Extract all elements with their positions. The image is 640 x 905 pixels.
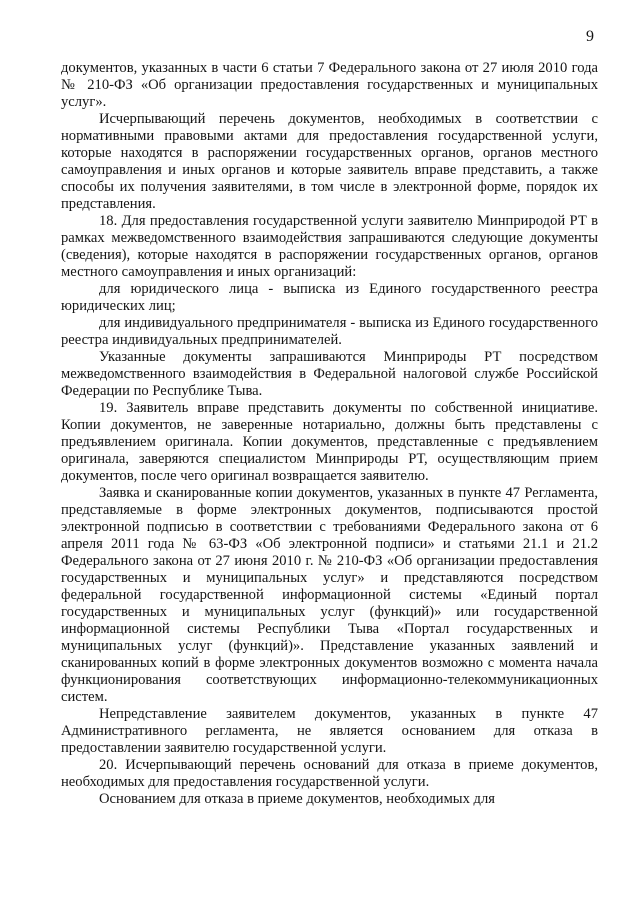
paragraph-continuation: документов, указанных в части 6 статьи 7 Федерального закона от 27 июля 2010 года № 210-ФЗ «Об организации предоставления государственных и муниципальных услуг». [61, 60, 598, 110]
paragraph-legal-entity: для юридического лица - выписка из Единого государственного реестра юридических лиц; [61, 281, 598, 314]
page-number: 9 [586, 28, 594, 45]
paragraph-individual-entrepreneur: для индивидуального предпринимателя - выписка из Единого государственного реестра индивидуальных предпринимателей. [61, 315, 598, 348]
paragraph-clause-20: 20. Исчерпывающий перечень оснований для отказа в приеме документов, необходимых для предоставления государственной услуги. [61, 757, 598, 790]
paragraph-documents-list-intro: Исчерпывающий перечень документов, необходимых в соответствии с нормативными правовыми актами для предоставления государственной услуги, которые находятся в распоряжении государственных органов, органов местного самоуправления и иных органов и которые заявитель вправе представить, а также способы их получения заявителями, в том числе в электронной форме, порядок их представления. [61, 111, 598, 212]
paragraph-refusal-grounds: Основанием для отказа в приеме документов, необходимых для [99, 791, 495, 807]
document-body [61, 60, 598, 808]
paragraph-non-submission: Непредставление заявителем документов, указанных в пункте 47 Административного регламента, не является основанием для отказа в предоставлении заявителю государственной услуги. [61, 706, 598, 756]
paragraph-clause-18: 18. Для предоставления государственной услуги заявителю Минприродой РТ в рамках межведомственного взаимодействия запрашиваются следующие документы (сведения), которые находятся в распоряжении государственных органов, органов местного самоуправления и иных организаций: [61, 213, 598, 280]
paragraph-electronic-documents: Заявка и сканированные копии документов, указанных в пункте 47 Регламента, представляемые в форме электронных документов, подписываются простой электронной подписью в соответствии с требованиями Федерального закона от 6 апреля 2011 года № 63-ФЗ «Об электронной подписи» и статьями 21.1 и 21.2 Федерального закона от 27 июня 2010 г. № 210-ФЗ «Об организации предоставления государственных и муниципальных услуг» и представляются посредством федеральной государственной информационной системы «Единый портал государственных и муниципальных услуг (функций)» или государственной информационной системы Республики Тыва «Портал государственных и муниципальных услуг (функций)». Представление указанных заявлений и сканированных копий в форме электронных документов возможно с момента начала функционирования соответствующих информационно-телекоммуникационных систем. [61, 485, 598, 705]
paragraph-clause-19: 19. Заявитель вправе представить документы по собственной инициативе. Копии документов, не заверенные нотариально, должны быть представлены с предъявлением оригинала. Копии документов, представленные с предъявлением оригинала, заверяются специалистом Минприроды РТ, осуществляющим прием документов, после чего оригинал возвращается заявителю. [61, 400, 598, 484]
paragraph-tax-service-request: Указанные документы запрашиваются Минприроды РТ посредством межведомственного взаимодействия в Федеральной налоговой службе Российской Федерации по Республике Тыва. [61, 349, 598, 399]
